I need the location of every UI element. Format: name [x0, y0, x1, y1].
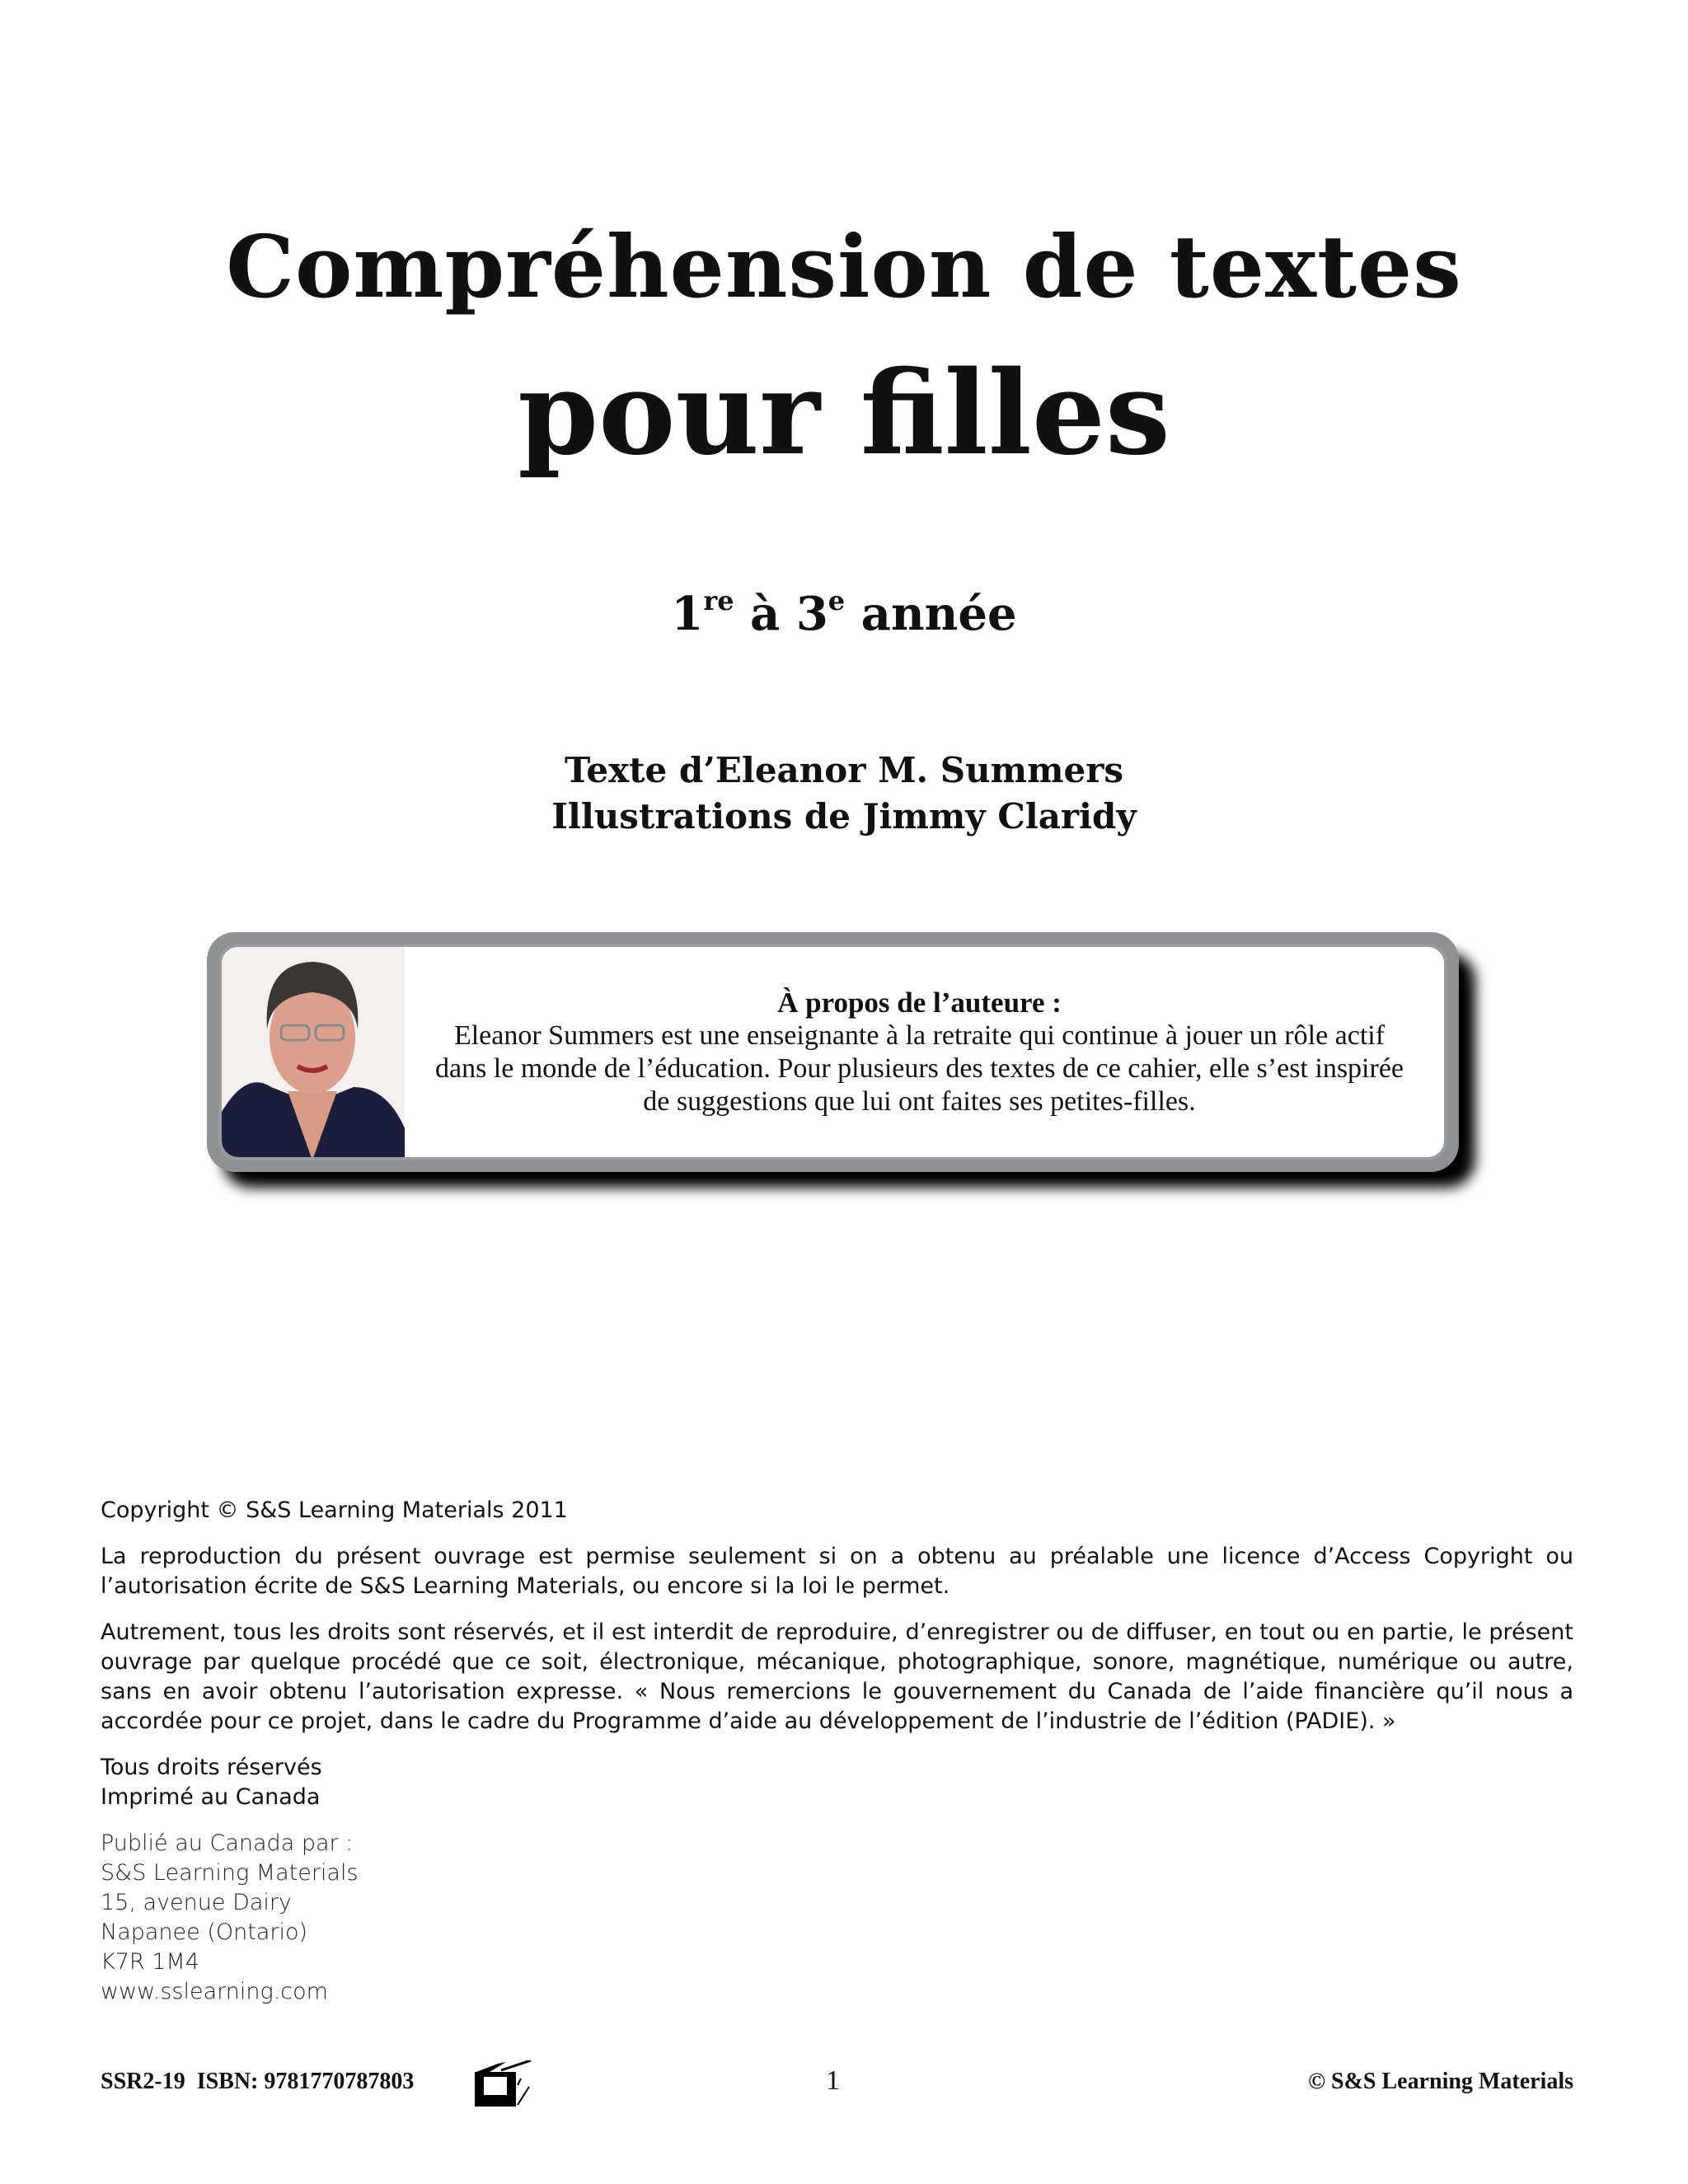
grade-to: 3: [795, 587, 828, 641]
legal-notice: [101, 1496, 1573, 2007]
page-number: 1: [826, 2065, 840, 2096]
title-line-1: Compréhension de textes: [226, 216, 1462, 317]
about-author-text: [411, 987, 1428, 1118]
about-author-body: Eleanor Summers est une enseignante à la retraite qui continue à jouer un rôle actif dans le monde de l’éducation. Pour plusieurs des textes de ce cahier, elle s’est inspirée de suggestions que lui ont faites ses petites-filles.: [434, 1020, 1404, 1117]
author-photo: [222, 947, 405, 1160]
publisher-info: [101, 1829, 1573, 2007]
title-line-2: pour filles: [518, 346, 1170, 481]
grade-level: [0, 587, 1688, 641]
publisher-name: S&S Learning Materials: [101, 1860, 359, 1886]
photocopier-icon: [473, 2060, 564, 2107]
rights-notice: Autrement, tous les droits sont réservés, et il est interdit de reproduire, d’enregistrer ou de diffuser, en tout ou en partie, le présent ouvrage par quelque procédé que ce soit, électronique, mécanique, photographique, sonore, magnétique, numérique ou autre, sans en avoir obtenu l’autorisation expresse. « Nous remercions le gouvernement du Canada de l’aide financière qu’il nous a accordée pour ce projet, dans le cadre du Programme d’aide au développement de l’industrie de l’édition (PADIE). »: [101, 1619, 1573, 1734]
publisher-label: Publié au Canada par :: [101, 1830, 354, 1856]
publisher-website[interactable]: www.sslearning.com: [101, 1979, 328, 2004]
grade-middle: à: [734, 587, 796, 641]
copyright-line: Copyright © S&S Learning Materials 2011: [101, 1497, 568, 1523]
publisher-city: Napanee (Ontario): [101, 1919, 308, 1945]
printed-in: Imprimé au Canada: [101, 1784, 321, 1810]
illustrator-credit: Illustrations de Jimmy Claridy: [551, 796, 1137, 837]
grade-suffix: année: [845, 587, 1017, 641]
grade-to-sup: e: [828, 585, 846, 616]
footer-copyright: © S&S Learning Materials: [1308, 2069, 1573, 2094]
author-credit: Texte d’Eleanor M. Summers: [564, 750, 1124, 790]
rights-reserved: Tous droits réservés: [101, 1755, 322, 1780]
about-author-heading: À propos de l’auteure :: [777, 987, 1062, 1019]
about-author-box: [207, 932, 1459, 1172]
publisher-postal: K7R 1M4: [101, 1949, 199, 1975]
publisher-street: 15, avenue Dairy: [101, 1890, 292, 1915]
grade-from-sup: re: [703, 585, 734, 616]
reproduction-notice: La reproduction du présent ouvrage est permise seulement si on a obtenu au préalable une licence d’Access Copyright ou l’autorisation écrite de S&S Learning Materials, ou encore si la loi le permet.: [101, 1544, 1573, 1599]
grade-from: 1: [671, 587, 704, 641]
page-footer: [101, 2060, 1573, 2102]
product-code-isbn: SSR2-19 ISBN: 9781770787803: [101, 2069, 415, 2094]
about-author-box-inner: [218, 944, 1447, 1160]
